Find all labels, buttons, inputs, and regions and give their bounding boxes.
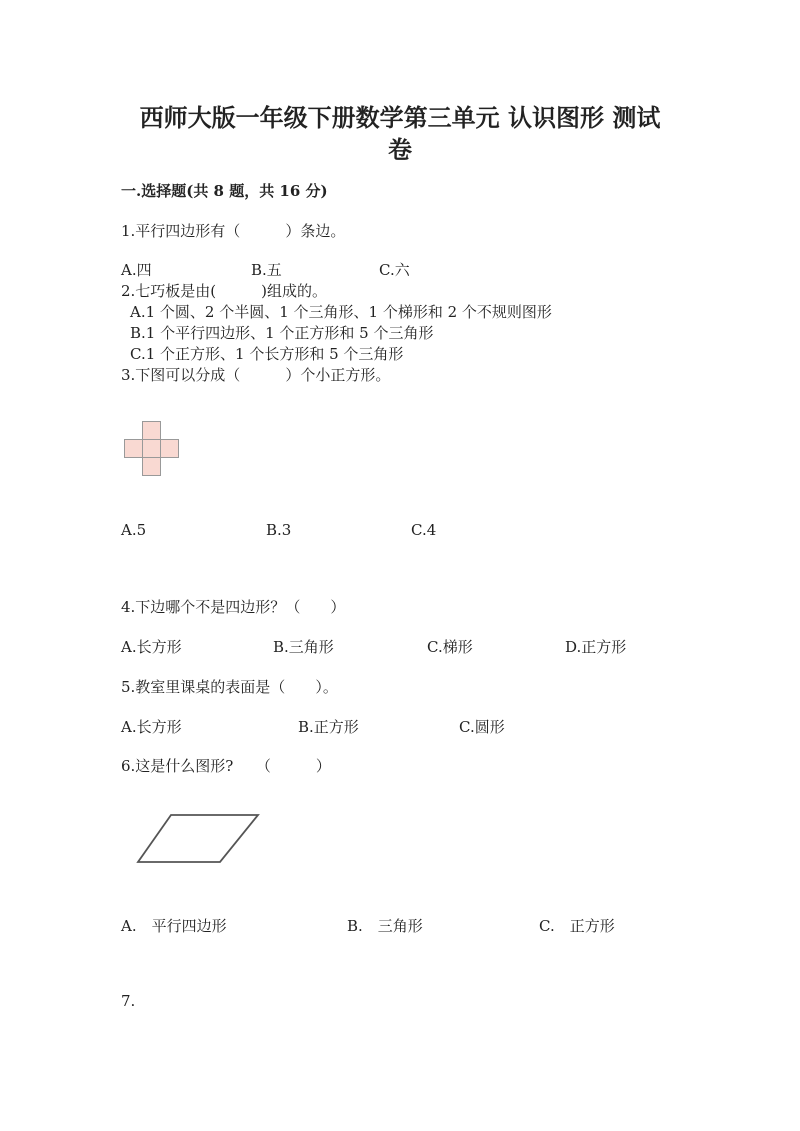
question-1: 1.平行四边形有（ ）条边。 — [121, 222, 346, 240]
q4-option-a: A.长方形 — [121, 638, 182, 656]
q5-option-c: C.圆形 — [459, 718, 505, 736]
page-title-line2: 卷 — [388, 135, 412, 164]
q3-option-c: C.4 — [411, 521, 437, 539]
section-heading: 一.选择题(共 8 题，共 16 分) — [121, 182, 328, 200]
q5-option-a: A.长方形 — [121, 718, 182, 736]
q1-option-a: A.四 — [121, 261, 152, 279]
parallelogram-shape — [138, 815, 258, 862]
q3-option-a: A.5 — [121, 521, 147, 539]
q4-option-b: B.三角形 — [273, 638, 334, 656]
question-5: 5.教室里课桌的表面是（ ）。 — [121, 678, 338, 696]
q2-option-b: B.1 个平行四边形、1 个正方形和 5 个三角形 — [130, 324, 434, 342]
q5-option-b: B.正方形 — [298, 718, 359, 736]
parallelogram-figure — [134, 812, 264, 866]
q3-option-b: B.3 — [266, 521, 292, 539]
q4-option-d: D.正方形 — [565, 638, 627, 656]
square-right — [161, 440, 179, 458]
question-4: 4.下边哪个不是四边形？（ ） — [121, 598, 346, 616]
q1-option-b: B.五 — [251, 261, 282, 279]
page-title-line1: 西师大版一年级下册数学第三单元 认识图形 测试 — [139, 103, 661, 132]
q1-option-c: C.六 — [379, 261, 410, 279]
square-top — [143, 422, 161, 440]
question-6: 6.这是什么图形? （ ） — [121, 757, 331, 775]
q4-option-c: C.梯形 — [427, 638, 473, 656]
square-center — [143, 440, 161, 458]
q6-option-b: B. 三角形 — [347, 917, 423, 935]
question-2: 2.七巧板是由( )组成的。 — [121, 282, 328, 300]
square-bottom — [143, 458, 161, 476]
q6-option-c: C. 正方形 — [539, 917, 615, 935]
q2-option-c: C.1 个正方形、1 个长方形和 5 个三角形 — [130, 345, 404, 363]
question-7: 7. — [121, 992, 136, 1010]
cross-squares-figure — [124, 421, 182, 477]
question-3: 3.下图可以分成（ ）个小正方形。 — [121, 366, 391, 384]
q6-option-a: A. 平行四边形 — [121, 917, 227, 935]
square-left — [125, 440, 143, 458]
q2-option-a: A.1 个圆、2 个半圆、1 个三角形、1 个梯形和 2 个不规则图形 — [130, 303, 552, 321]
